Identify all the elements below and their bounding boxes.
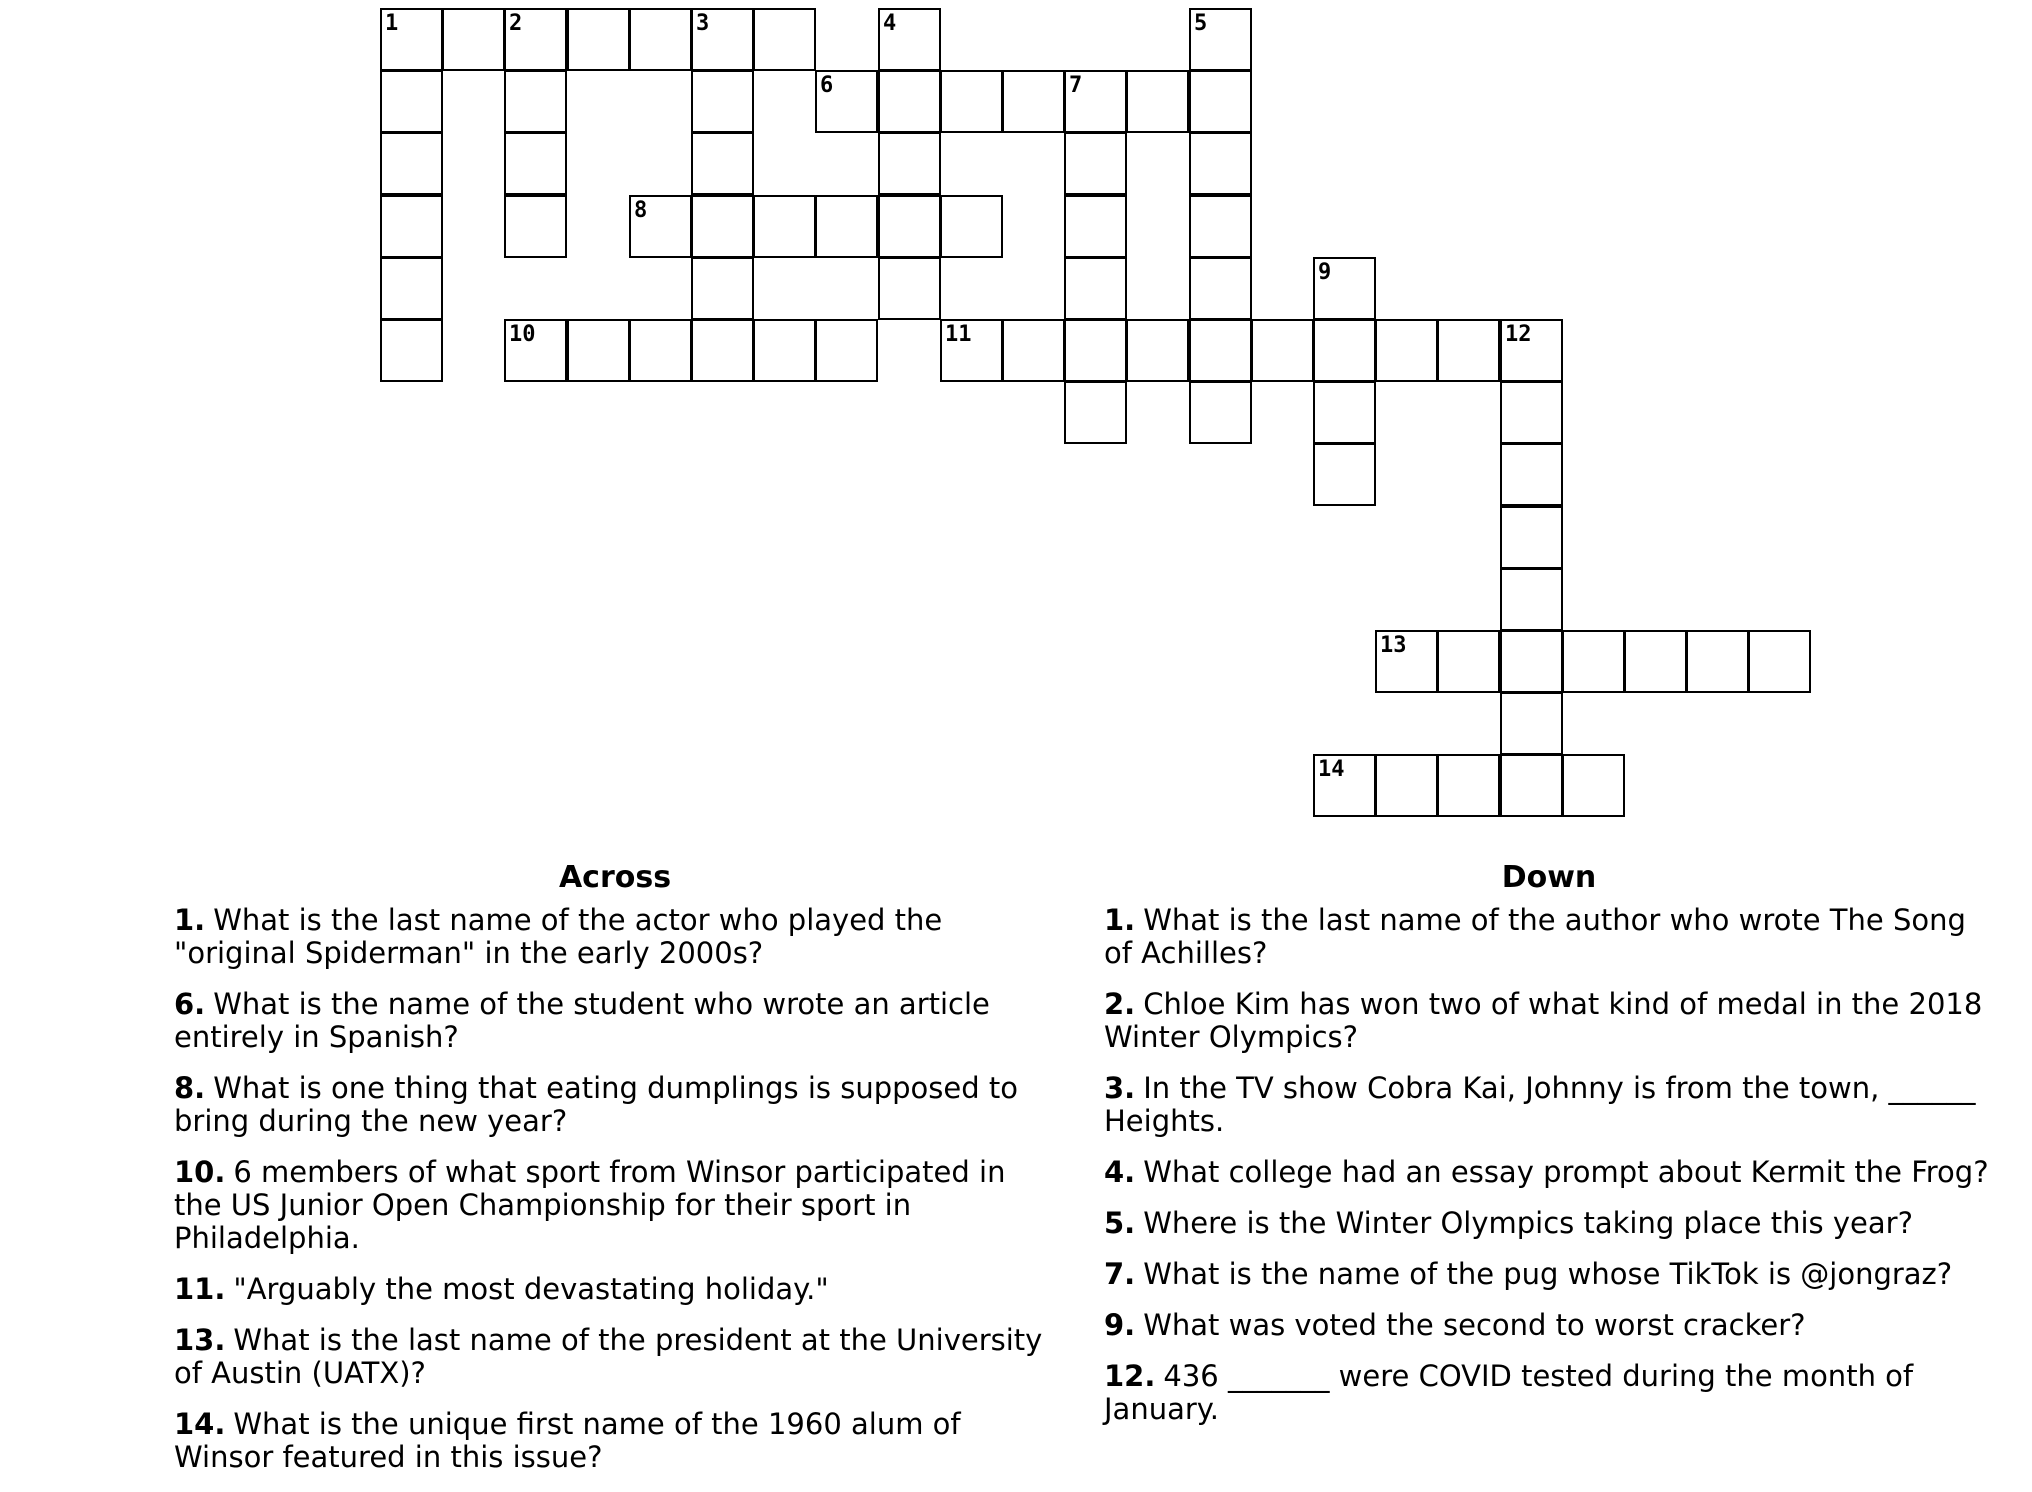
grid-cell[interactable]	[1313, 319, 1376, 382]
clue-text: What is the name of the pug whose TikTok is @jongraz?	[1143, 1257, 1953, 1291]
across-clue	[174, 1072, 1056, 1138]
clue-number: 10.	[174, 1155, 226, 1189]
down-clue	[1104, 1309, 1994, 1342]
grid-cell[interactable]	[878, 8, 941, 71]
grid-cell[interactable]	[380, 70, 443, 133]
grid-cell[interactable]	[691, 257, 754, 320]
down-heading: Down	[1501, 860, 1597, 895]
grid-cell[interactable]	[1189, 319, 1252, 382]
clue-number: 4.	[1104, 1155, 1136, 1189]
cell-number: 3	[696, 11, 710, 36]
cell-number: 13	[1380, 633, 1407, 658]
cell-number: 14	[1318, 757, 1345, 782]
clue-number: 7.	[1104, 1257, 1136, 1291]
across-clue	[174, 1156, 1056, 1255]
down-clues	[1104, 860, 1994, 1444]
down-clue-list	[1104, 904, 1994, 1426]
grid-cell[interactable]	[1002, 319, 1065, 382]
across-clue	[174, 904, 1056, 970]
grid-cell[interactable]	[815, 70, 878, 133]
grid-cell[interactable]	[1064, 319, 1127, 382]
grid-cell[interactable]	[1500, 319, 1563, 382]
grid-cell[interactable]	[629, 319, 692, 382]
clue-text: 436 _______ were COVID tested during the month of January.	[1104, 1359, 1914, 1426]
grid-cell[interactable]	[504, 132, 567, 195]
grid-cell[interactable]	[1748, 630, 1811, 693]
clue-number: 6.	[174, 987, 206, 1021]
clue-number: 13.	[174, 1323, 226, 1357]
clue-number: 1.	[174, 903, 206, 937]
grid-cell[interactable]	[691, 8, 754, 71]
clue-number: 8.	[174, 1071, 206, 1105]
cell-number: 9	[1318, 260, 1332, 285]
down-clue	[1104, 1072, 1994, 1138]
grid-cell[interactable]	[815, 195, 878, 258]
clue-text: 6 members of what sport from Winsor participated in the US Junior Open Championship for their sport in Philadelphia.	[174, 1155, 1006, 1255]
grid-cell[interactable]	[940, 195, 1003, 258]
grid-cell[interactable]	[1375, 630, 1438, 693]
grid-cell[interactable]	[380, 257, 443, 320]
grid-cell[interactable]	[1251, 319, 1314, 382]
clue-text: What is the unique first name of the 1960 alum of Winsor featured in this issue?	[174, 1407, 961, 1474]
clue-number: 11.	[174, 1272, 226, 1306]
clue-text: What is the last name of the actor who played the "original Spiderman" in the early 2000s?	[174, 903, 943, 970]
grid-cell[interactable]	[815, 319, 878, 382]
clue-text: What is the last name of the president at the University of Austin (UATX)?	[174, 1323, 1043, 1390]
grid-cell[interactable]	[380, 319, 443, 382]
grid-cell[interactable]	[567, 319, 630, 382]
grid-cell[interactable]	[1500, 381, 1563, 444]
down-clue	[1104, 904, 1994, 970]
grid-cell[interactable]	[1500, 568, 1563, 631]
grid-cell[interactable]	[1126, 319, 1189, 382]
clue-text: What is one thing that eating dumplings is supposed to bring during the new year?	[174, 1071, 1018, 1138]
grid-cell[interactable]	[380, 195, 443, 258]
grid-cell[interactable]	[1437, 630, 1500, 693]
clue-text: What is the name of the student who wrote an article entirely in Spanish?	[174, 987, 990, 1054]
across-clue	[174, 1408, 1056, 1474]
across-clue	[174, 1273, 1056, 1306]
across-clues	[174, 860, 1056, 1492]
grid-cell[interactable]	[878, 70, 941, 133]
grid-cell[interactable]	[1686, 630, 1749, 693]
grid-cell[interactable]	[442, 8, 505, 71]
grid-cell[interactable]	[1313, 443, 1376, 506]
clue-number: 9.	[1104, 1308, 1136, 1342]
grid-cell[interactable]	[1375, 754, 1438, 817]
grid-cell[interactable]	[1189, 70, 1252, 133]
grid-cell[interactable]	[691, 319, 754, 382]
grid-cell[interactable]	[1002, 70, 1065, 133]
grid-cell[interactable]	[629, 8, 692, 71]
across-clue	[174, 1324, 1056, 1390]
grid-cell[interactable]	[1437, 754, 1500, 817]
grid-cell[interactable]	[753, 195, 816, 258]
grid-cell[interactable]	[878, 195, 941, 258]
grid-cell[interactable]	[1189, 195, 1252, 258]
cell-number: 10	[509, 322, 536, 347]
down-clue	[1104, 1360, 1994, 1426]
clue-number: 1.	[1104, 903, 1136, 937]
clue-text: Where is the Winter Olympics taking place this year?	[1143, 1206, 1913, 1240]
grid-cell[interactable]	[1562, 630, 1625, 693]
clue-text: What was voted the second to worst cracker?	[1143, 1308, 1806, 1342]
cell-number: 1	[385, 11, 399, 36]
clue-text: "Arguably the most devastating holiday."	[233, 1272, 829, 1306]
cell-number: 7	[1069, 73, 1083, 98]
grid-cell[interactable]	[1500, 443, 1563, 506]
grid-cell[interactable]	[504, 8, 567, 71]
grid-cell[interactable]	[504, 195, 567, 258]
down-clue	[1104, 1258, 1994, 1291]
grid-cell[interactable]	[1064, 381, 1127, 444]
grid-cell[interactable]	[1313, 381, 1376, 444]
grid-cell[interactable]	[1313, 257, 1376, 320]
across-clue	[174, 988, 1056, 1054]
grid-cell[interactable]	[1064, 257, 1127, 320]
grid-cell[interactable]	[629, 195, 692, 258]
grid-cell[interactable]	[1189, 132, 1252, 195]
clue-number: 14.	[174, 1407, 226, 1441]
grid-cell[interactable]	[1064, 195, 1127, 258]
grid-cell[interactable]	[940, 70, 1003, 133]
cell-number: 12	[1505, 322, 1532, 347]
grid-cell[interactable]	[1500, 506, 1563, 569]
grid-cell[interactable]	[753, 8, 816, 71]
grid-cell[interactable]	[878, 257, 941, 320]
clue-text: What college had an essay prompt about Kermit the Frog?	[1143, 1155, 1989, 1189]
grid-cell[interactable]	[1126, 70, 1189, 133]
grid-cell[interactable]	[1624, 630, 1687, 693]
across-clue-list	[174, 904, 1056, 1474]
cell-number: 4	[883, 11, 897, 36]
grid-cell[interactable]	[940, 319, 1003, 382]
clue-number: 5.	[1104, 1206, 1136, 1240]
down-clue	[1104, 1156, 1994, 1189]
grid-cell[interactable]	[380, 8, 443, 71]
cell-number: 5	[1194, 11, 1208, 36]
clue-text: Chloe Kim has won two of what kind of medal in the 2018 Winter Olympics?	[1104, 987, 1983, 1054]
grid-cell[interactable]	[1500, 754, 1563, 817]
grid-cell[interactable]	[1189, 381, 1252, 444]
down-clue	[1104, 988, 1994, 1054]
grid-cell[interactable]	[691, 195, 754, 258]
cell-number: 2	[509, 11, 523, 36]
grid-cell[interactable]	[1064, 132, 1127, 195]
grid-cell[interactable]	[1189, 257, 1252, 320]
grid-cell[interactable]	[691, 132, 754, 195]
grid-cell[interactable]	[878, 132, 941, 195]
grid-cell[interactable]	[1375, 319, 1438, 382]
grid-cell[interactable]	[691, 70, 754, 133]
grid-cell[interactable]	[1313, 754, 1376, 817]
clue-number: 12.	[1104, 1359, 1156, 1393]
grid-cell[interactable]	[1189, 8, 1252, 71]
grid-cell[interactable]	[504, 70, 567, 133]
clue-number: 3.	[1104, 1071, 1136, 1105]
cell-number: 11	[945, 322, 972, 347]
grid-cell[interactable]	[1500, 692, 1563, 755]
down-clue	[1104, 1207, 1994, 1240]
grid-cell[interactable]	[1500, 630, 1563, 693]
grid-cell[interactable]	[1437, 319, 1500, 382]
grid-cell[interactable]	[753, 319, 816, 382]
grid-cell[interactable]	[1064, 70, 1127, 133]
grid-cell[interactable]	[567, 8, 630, 71]
across-heading: Across	[558, 860, 672, 895]
cell-number: 6	[820, 73, 834, 98]
clue-number: 2.	[1104, 987, 1136, 1021]
grid-cell[interactable]	[380, 132, 443, 195]
cell-number: 8	[634, 198, 648, 223]
grid-cell[interactable]	[1562, 754, 1625, 817]
grid-cell[interactable]	[504, 319, 567, 382]
clue-text: What is the last name of the author who wrote The Song of Achilles?	[1104, 903, 1966, 970]
clue-text: In the TV show Cobra Kai, Johnny is from the town, ______ Heights.	[1104, 1071, 1976, 1138]
